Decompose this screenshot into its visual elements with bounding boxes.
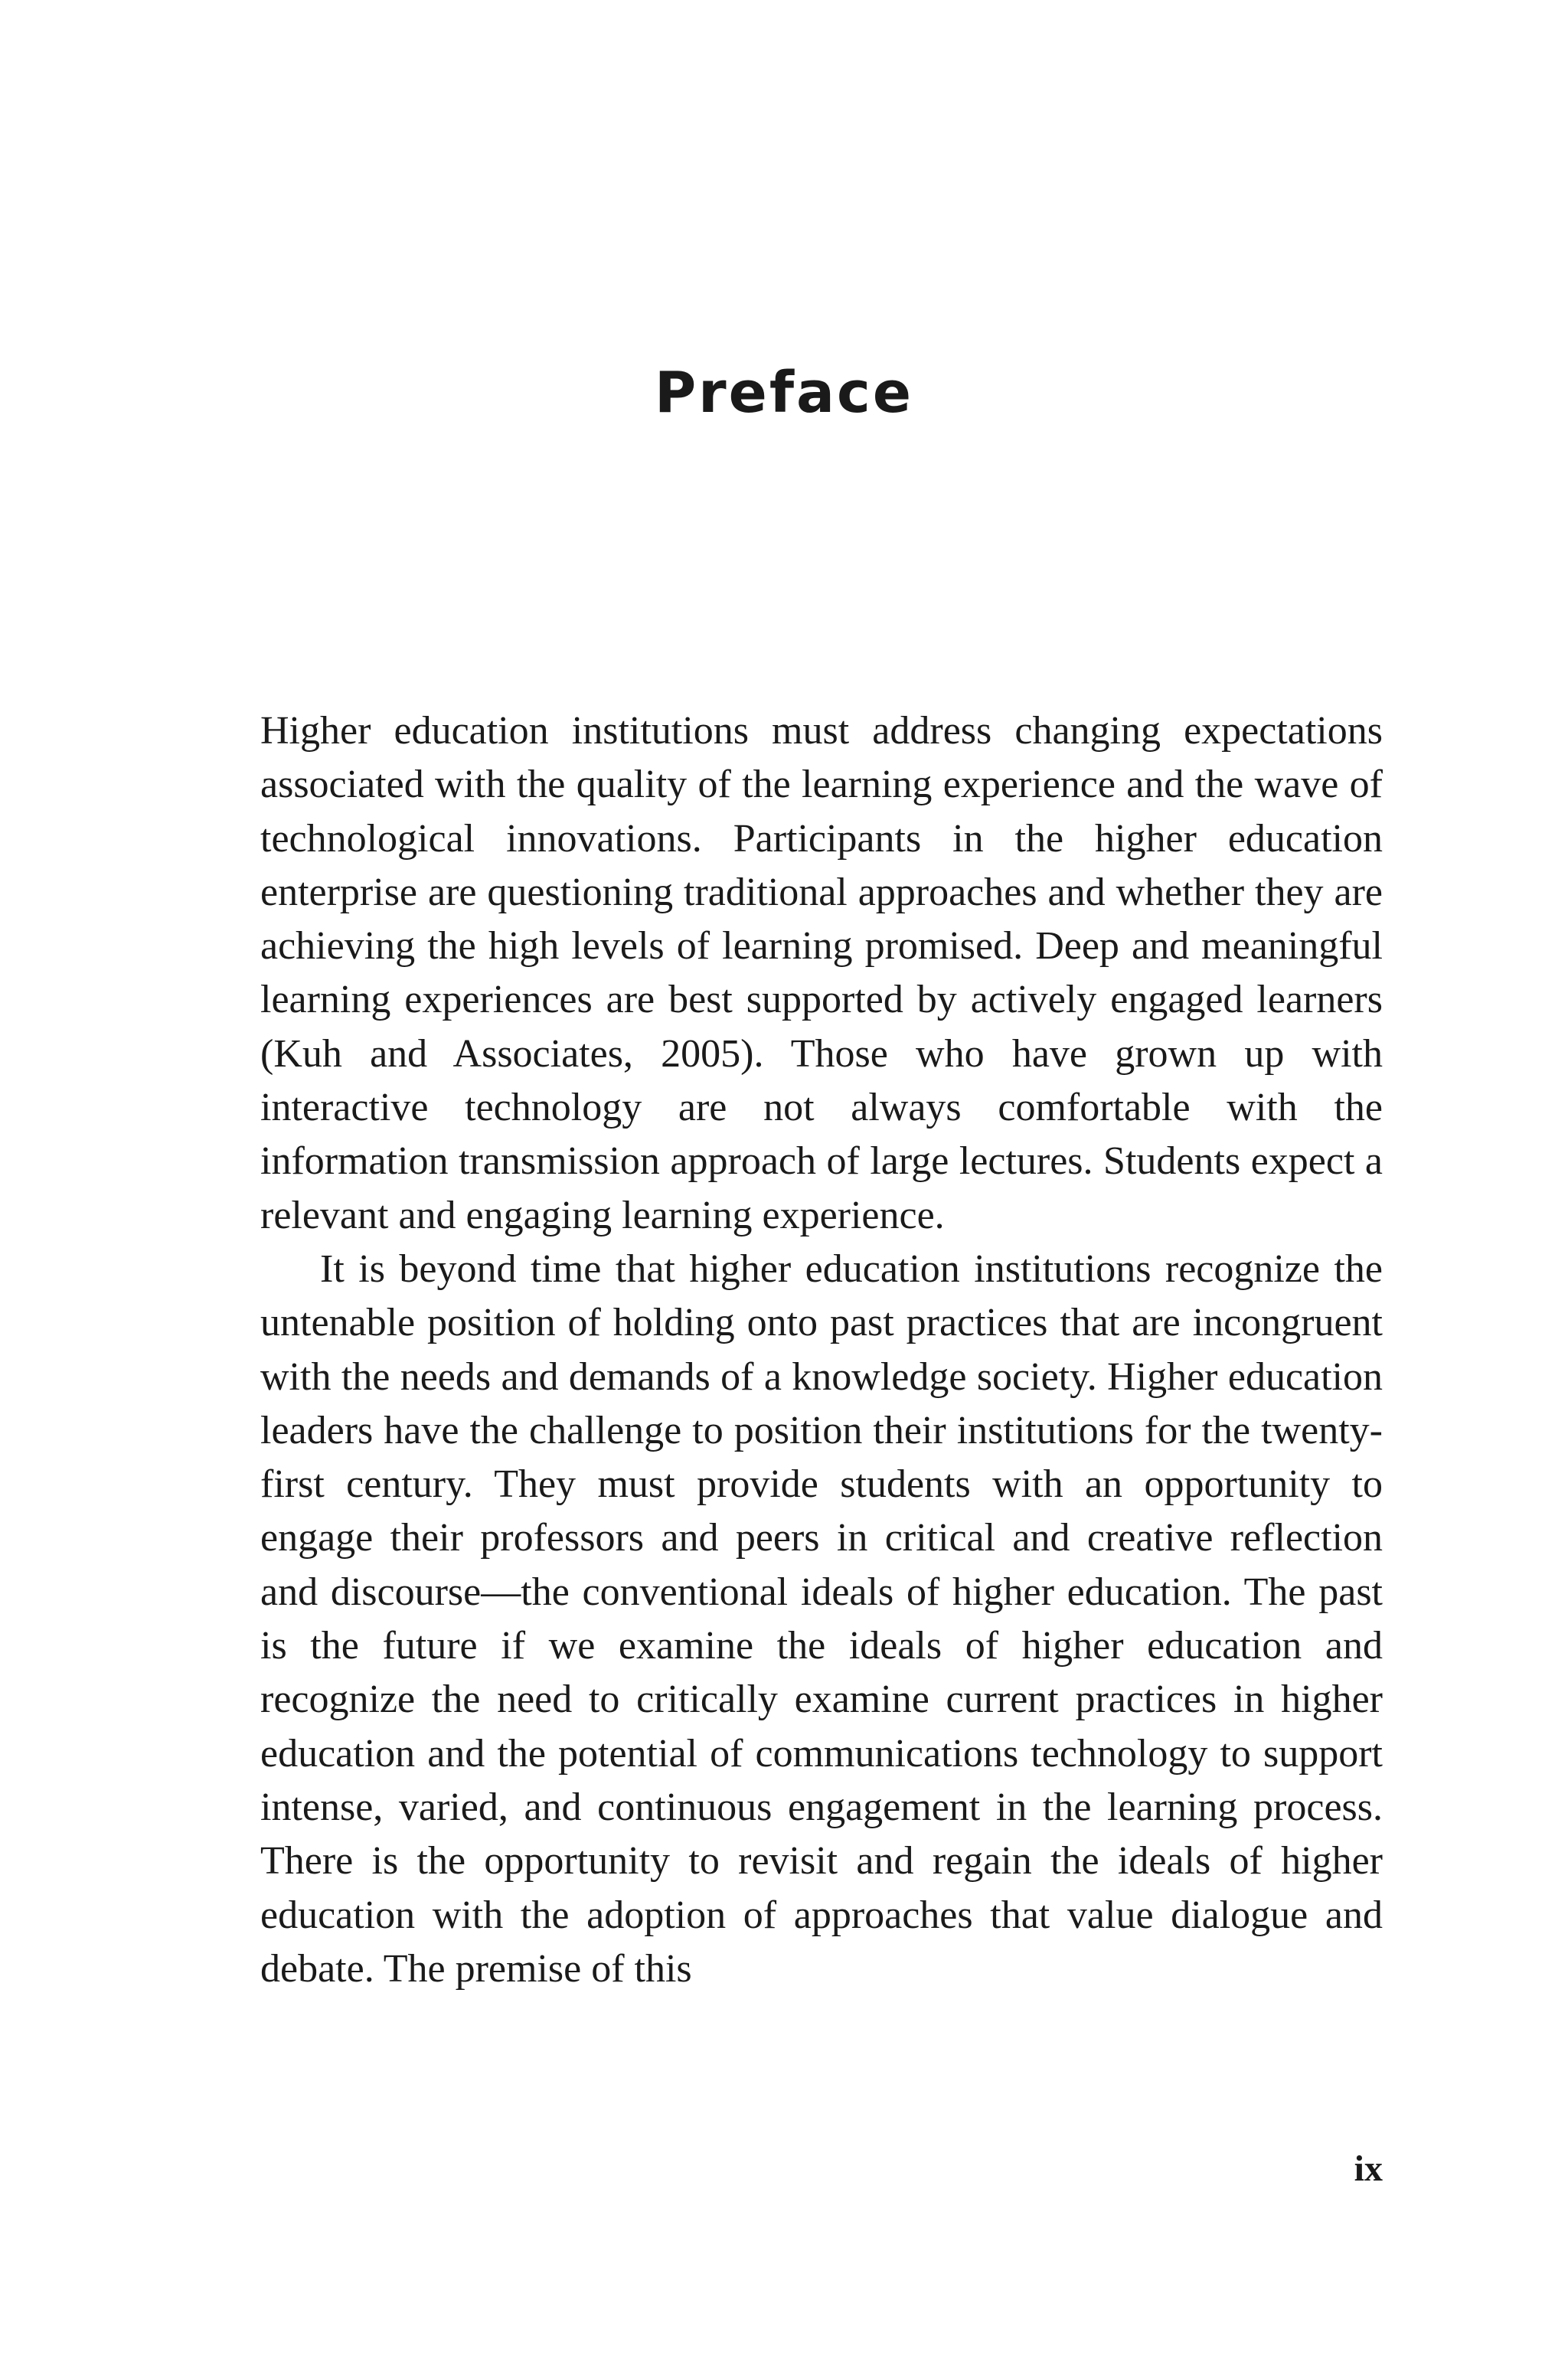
page-title: Preface bbox=[654, 360, 914, 426]
page-number: ix bbox=[1354, 2148, 1383, 2189]
body-text bbox=[260, 704, 1383, 1996]
paragraph-2: It is beyond time that higher education institutions recognize the untenable position of holding onto past practices that are incongruent with the needs and demands of a knowledge society. Higher education leaders have the challenge to position their institutions for the twenty-first century. They must provide students with an opportunity to engage their professors and peers in critical and creative reflection and discourse—the conventional ideals of higher education. The past is the future if we examine the ideals of higher education and recognize the need to critically examine current practices in higher education and the potential of communications technology to support intense, varied, and continuous engagement in the learning process. There is the opportunity to revisit and regain the ideals of higher education with the adoption of approaches that value dialogue and debate. The premise of this bbox=[260, 1246, 1383, 1991]
paragraph-1: Higher education institutions must address changing expectations associated with the quality of the learning experience and the wave of technological innovations. Participants in the higher education enterprise are questioning traditional approaches and whether they are achieving the high levels of learning promised. Deep and meaningful learning experiences are best supported by actively engaged learners (Kuh and Associates, 2005). Those who have grown up with interactive technology are not always comfortable with the information transmission approach of large lectures. Students expect a relevant and engaging learning experience. bbox=[260, 709, 1383, 1237]
